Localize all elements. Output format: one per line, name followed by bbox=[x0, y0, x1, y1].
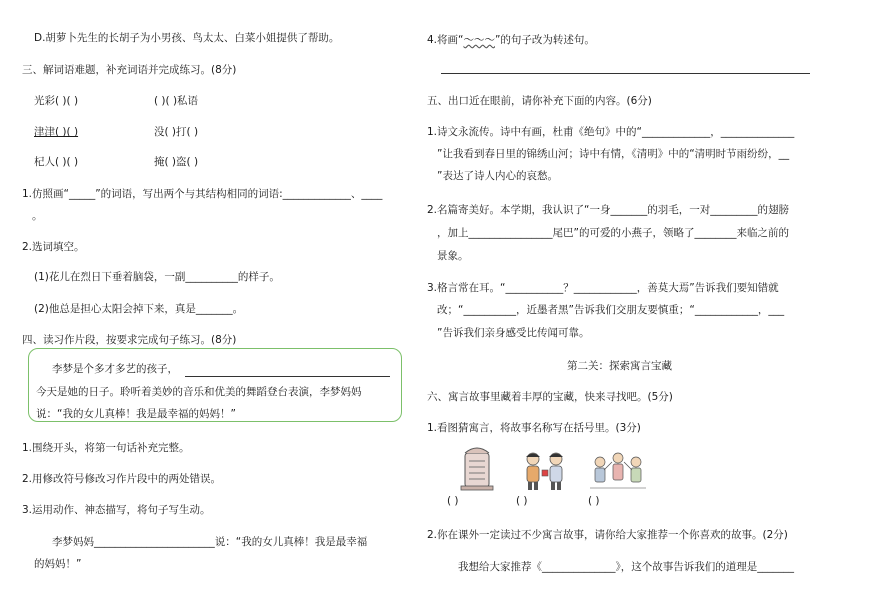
passage-line-3: 说：“我的女儿真棒！我是最幸福的妈妈！” bbox=[36, 408, 236, 420]
question-4-1: 1.围绕开头，将第一句话补充完整。 bbox=[22, 442, 190, 454]
essay-q2-line-3: 景象。 bbox=[437, 250, 469, 262]
question-4-4-start: 4.将画“ bbox=[427, 34, 464, 46]
option-d: D.胡萝卜先生的长胡子为小男孩、鸟太太、白菜小姐提供了帮助。 bbox=[34, 32, 340, 44]
section-4-title: 四、读习作片段，按要求完成句子练习。(8分) bbox=[22, 334, 237, 346]
poem-q1-line-3: ”表达了诗人内心的哀愁。 bbox=[437, 170, 558, 182]
passage-blank-line bbox=[185, 376, 390, 377]
word-blank-2b: 没( )打( ) bbox=[154, 126, 199, 138]
word-blank-3b: 掩( )盗( ) bbox=[154, 156, 199, 168]
question-3-2b: (2)他总是担心太阳会掉下来，真是_______。 bbox=[34, 303, 244, 315]
answer-blank-line bbox=[441, 73, 810, 74]
proverb-q3-line-1: 3.格言常在耳。“___________？____________，善莫大焉”告诉我们要知错就 bbox=[427, 282, 779, 294]
fable-answer-paren-3: ( ) bbox=[588, 495, 600, 507]
proverb-q3-line-3: ”告诉我们亲身感受比传闻可靠。 bbox=[437, 327, 590, 339]
question-3-1-end: 。 bbox=[32, 210, 43, 222]
fable-picture-3 bbox=[590, 450, 646, 492]
fable-answer-paren-1: ( ) bbox=[447, 495, 459, 507]
proverb-q3-line-2: 改；“__________，近墨者黑”告诉我们交朋友要慎重；“____________，___ bbox=[437, 304, 785, 316]
section-5-title: 五、出口近在眼前，请你补充下面的内容。(6分) bbox=[427, 95, 652, 107]
word-blank-1a: 光彩( )( ) bbox=[34, 95, 79, 107]
fable-picture-1 bbox=[453, 445, 505, 491]
question-4-2: 2.用修改符号修改习作片段中的两处错误。 bbox=[22, 473, 222, 485]
question-3-1: 1.仿照画“_____”的词语，写出两个与其结构相同的词语:_____________、____ bbox=[22, 188, 383, 200]
word-blank-1b: ( )( )私语 bbox=[154, 95, 199, 107]
section-6-title: 六、寓言故事里藏着丰厚的宝藏，快来寻找吧。(5分) bbox=[427, 391, 673, 403]
section-3-title: 三、解词语难题，补充词语并完成练习。(8分) bbox=[22, 64, 237, 76]
word-blank-3a: 杞人( )( ) bbox=[34, 156, 79, 168]
essay-q2-line-1: 2.名篇寄美好。本学期，我认识了“一身_______的羽毛，一对_________的翅膀 bbox=[427, 204, 789, 216]
fable-q2: 2.你在课外一定读过不少寓言故事，请你给大家推荐一个你喜欢的故事。(2分) bbox=[427, 529, 788, 541]
question-4-3: 3.运用动作、神态描写，将句子写生动。 bbox=[22, 504, 211, 516]
question-4-4-end: ”的句子改为转述句。 bbox=[494, 34, 595, 46]
fable-picture-2 bbox=[520, 450, 570, 492]
passage-line-2: 今天是她的日子。聆听着美妙的音乐和优美的舞蹈登台表演，李梦妈妈 bbox=[36, 386, 362, 398]
essay-q2-line-2: ，加上________________尾巴”的可爱的小燕子，领略了________来临之前的 bbox=[437, 227, 789, 239]
question-3-2a: (1)花儿在烈日下垂着脑袋，一副__________的样子。 bbox=[34, 271, 280, 283]
poem-q1-line-2: ”让我看到春日里的锦绣山河；诗中有情，《清明》中的“清明时节雨纷纷，__ bbox=[437, 148, 790, 160]
wavy-underline-mark: ～～～ bbox=[463, 34, 495, 46]
question-4-4 bbox=[427, 33, 595, 47]
level-2-heading: 第二关：探索寓言宝藏 bbox=[567, 360, 672, 372]
passage-line-1: 李梦是个多才多艺的孩子， bbox=[52, 363, 178, 375]
answer-line-1: 李梦妈妈_______________________说：“我的女儿真棒！我是最幸福 bbox=[52, 536, 368, 548]
fable-q1: 1.看图猜寓言，将故事名称写在括号里。(3分) bbox=[427, 422, 641, 434]
question-3-2: 2.选词填空。 bbox=[22, 241, 85, 253]
answer-line-2: 的妈妈！” bbox=[34, 558, 82, 570]
fable-q2-answer: 我想给大家推荐《______________》，这个故事告诉我们的道理是_______ bbox=[458, 561, 794, 573]
fable-answer-paren-2: ( ) bbox=[516, 495, 528, 507]
poem-q1-line-1: 1.诗文永流传。诗中有画，杜甫《绝句》中的“_____________，______________ bbox=[427, 126, 795, 138]
word-blank-2a: 津津( )( ) bbox=[34, 126, 79, 138]
